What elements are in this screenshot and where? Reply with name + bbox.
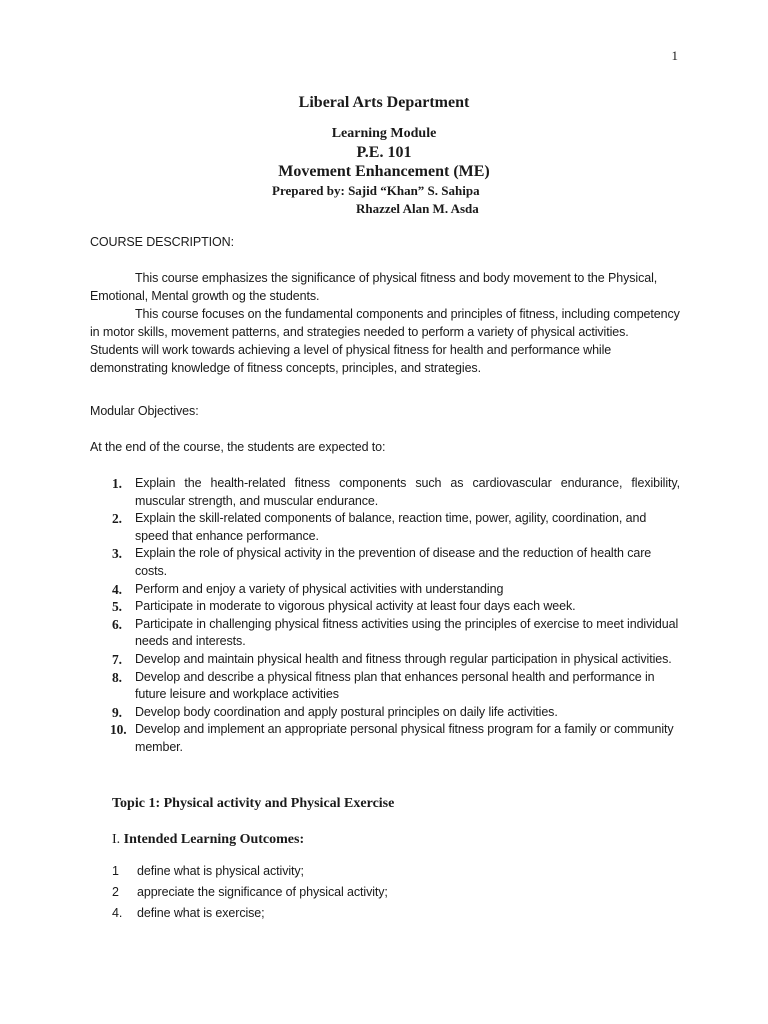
prepared-by-second-author: Rhazzel Alan M. Asda xyxy=(356,201,479,216)
department-title: Liberal Arts Department xyxy=(298,94,470,111)
objective-number: 1. xyxy=(112,476,122,491)
course-code: P.E. 101 xyxy=(356,144,412,161)
objective-number: 4. xyxy=(112,581,122,597)
objective-number: 3. xyxy=(112,546,122,562)
ilo-item xyxy=(112,882,388,902)
objective-text: Participate in challenging physical fitness activities using the principles of exercise to meet individual needs and interests. xyxy=(135,616,679,649)
course-description-paragraph: This course focuses on the fundamental components and principles of fitness, including competency in motor skills, movement patterns, and strategies needed to perform a variety of physical activities. Students will work towards achieving a level of physical fitness for health and performance while demonstrating knowledge of fitness concepts, principles, and strategies. xyxy=(90,307,680,375)
objective-number: 9. xyxy=(112,704,122,720)
ilo-item xyxy=(112,903,388,923)
objective-item xyxy=(90,581,680,599)
objective-text: Participate in moderate to vigorous physical activity at least four days each week. xyxy=(135,599,576,614)
objective-number: 7. xyxy=(112,651,122,667)
ilo-number: 1 xyxy=(112,864,119,878)
ilo-item xyxy=(112,861,388,881)
ilo-text: appreciate the significance of physical activity; xyxy=(137,885,388,899)
ilo-text: define what is physical activity; xyxy=(137,864,304,878)
ilo-list xyxy=(112,861,388,924)
objective-item xyxy=(90,545,680,580)
objectives-list xyxy=(90,475,680,757)
ilo-prefix: I. xyxy=(112,832,121,847)
prepared-by-line: Prepared by: Sajid “Khan” S. Sahipa xyxy=(272,183,480,198)
objective-item xyxy=(90,510,680,545)
ilo-heading xyxy=(112,832,304,848)
ilo-text: define what is exercise; xyxy=(137,906,265,920)
objectives-heading: Modular Objectives: xyxy=(90,404,199,418)
objective-item xyxy=(90,598,680,616)
objective-number: 5. xyxy=(112,599,122,615)
ilo-number: 2 xyxy=(112,885,119,899)
objective-text: Develop body coordination and apply postural principles on daily life activities. xyxy=(135,704,558,719)
module-label: Learning Module xyxy=(331,126,437,141)
objective-number: 8. xyxy=(112,669,122,685)
course-title: Movement Enhancement (ME) xyxy=(278,163,490,180)
objectives-intro: At the end of the course, the students are expected to: xyxy=(90,440,386,454)
objective-number: 6. xyxy=(112,616,122,632)
objective-text: Explain the role of physical activity in the prevention of disease and the reduction of health care costs. xyxy=(135,546,652,578)
ilo-heading-text: Intended Learning Outcomes: xyxy=(123,832,305,847)
topic-title: Topic 1: Physical activity and Physical Exercise xyxy=(112,796,395,811)
objective-item xyxy=(90,704,680,722)
course-description-heading: COURSE DESCRIPTION: xyxy=(90,235,234,249)
objective-number: 2. xyxy=(112,511,122,527)
objective-text: Explain the skill-related components of balance, reaction time, power, agility, coordination, and speed that enhance performance. xyxy=(135,511,647,543)
objective-item xyxy=(90,721,680,756)
objective-number: 10. xyxy=(110,722,127,738)
objective-text: Develop and maintain physical health and fitness through regular participation in physical activities. xyxy=(135,651,672,666)
objective-text: Perform and enjoy a variety of physical activities with understanding xyxy=(135,581,504,596)
objective-text: Explain the health-related fitness components such as cardiovascular endurance, flexibility, muscular strength, and muscular endurance. xyxy=(135,476,680,508)
course-description-body xyxy=(90,269,680,377)
objective-item xyxy=(90,669,680,704)
course-description-paragraph: This course emphasizes the significance of physical fitness and body movement to the Physical, Emotional, Mental growth og the students. xyxy=(90,271,658,303)
page-number: 1 xyxy=(671,48,678,63)
objective-item xyxy=(90,651,680,669)
objective-item xyxy=(90,616,680,651)
objective-item xyxy=(90,475,680,510)
objective-text: Develop and describe a physical fitness plan that enhances personal health and performance in future leisure and workplace activities xyxy=(135,669,655,702)
objective-text: Develop and implement an appropriate personal physical fitness program for a family or community member. xyxy=(135,722,674,754)
ilo-number: 4. xyxy=(112,906,123,920)
